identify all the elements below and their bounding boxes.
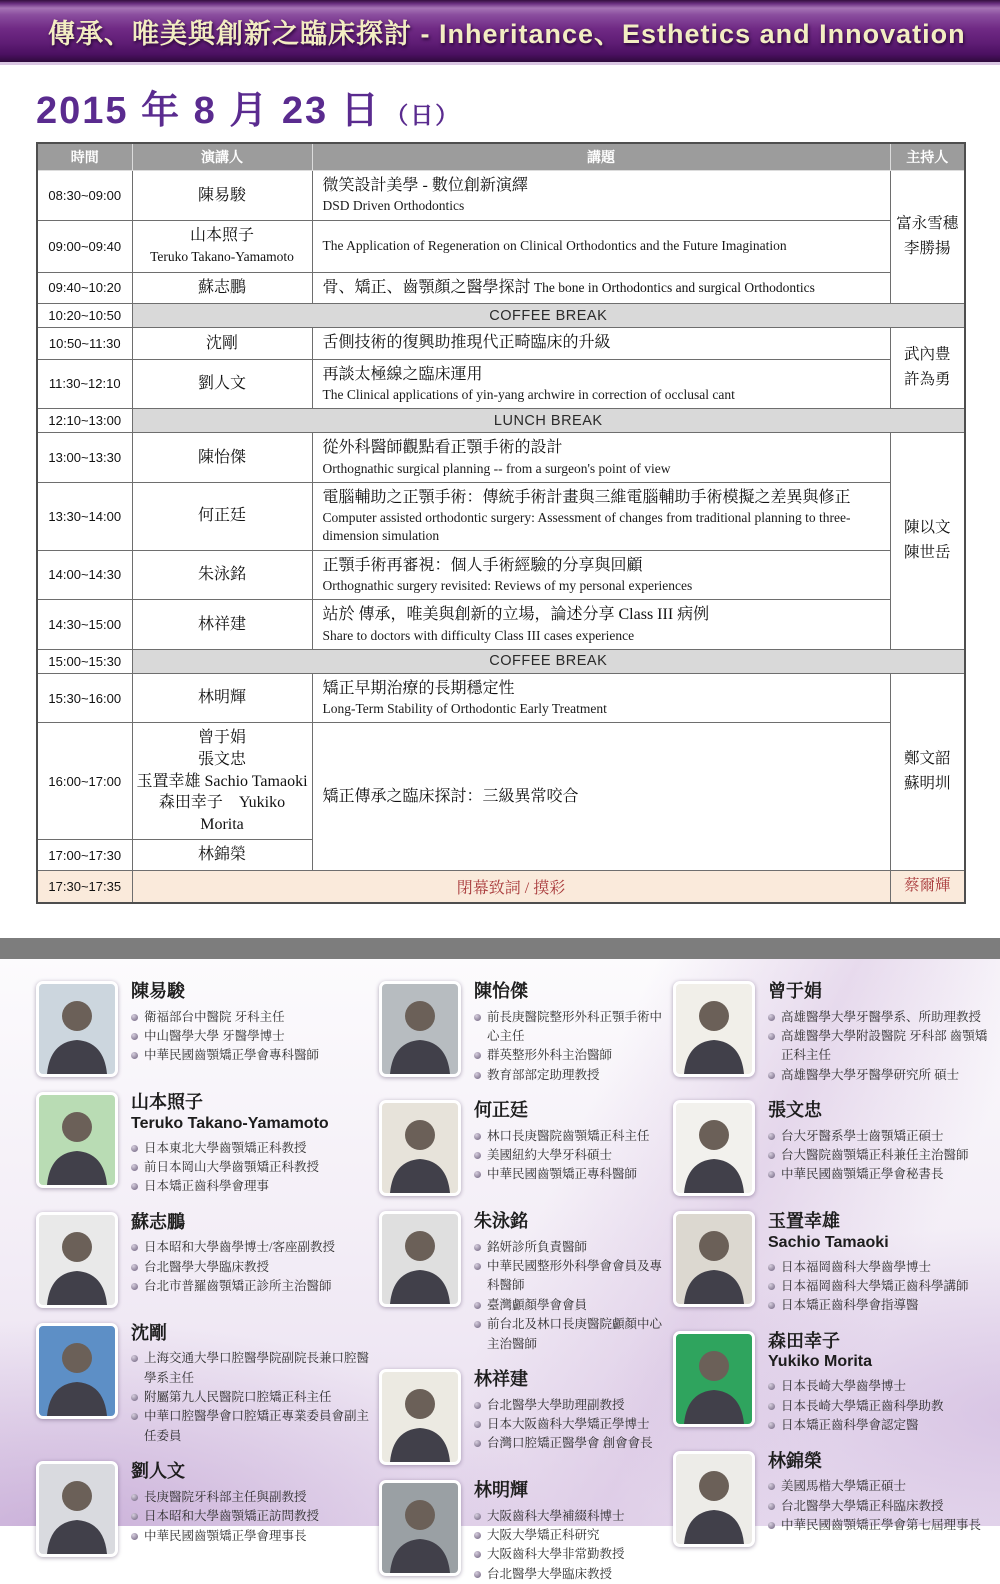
session-row (37, 272, 965, 303)
bullet-icon (474, 1321, 481, 1328)
speaker-credentials (131, 1238, 335, 1296)
topic-cell: 矯正傳承之臨床探討：三級異常咬合 (312, 723, 890, 871)
speaker-bio (379, 1100, 673, 1196)
credential-item: 中華民國齒顎矯正學會第七屆理事長 (768, 1516, 981, 1535)
col-header-speaker: 演講人 (132, 143, 312, 171)
session-row (37, 723, 965, 840)
speaker-credentials (474, 1396, 653, 1454)
speaker-credentials (768, 1008, 992, 1086)
speaker-photo (673, 1100, 755, 1196)
time-cell: 09:00~09:40 (37, 220, 132, 272)
speaker-name: 沈剛 (131, 1322, 167, 1343)
speaker-credentials (474, 1008, 665, 1086)
speaker-bio (36, 1212, 379, 1308)
time-cell: 09:40~10:20 (37, 272, 132, 303)
credential-item: 日本長崎大學矯正齒科學助教 (768, 1397, 944, 1416)
speaker-name: 山本照子 (131, 1092, 203, 1113)
bullet-icon (131, 1052, 138, 1059)
speaker-bio (379, 1211, 673, 1354)
speaker-name: 陳怡傑 (474, 981, 528, 1002)
speaker-name: 張文忠 (768, 1100, 822, 1121)
speaker-photo (36, 1092, 118, 1188)
speaker-bio (36, 1092, 379, 1197)
bullet-icon (768, 1152, 775, 1159)
speaker-name: 玉置幸雄 (768, 1211, 840, 1232)
bullet-icon (474, 1244, 481, 1251)
time-cell: 17:30~17:35 (37, 871, 132, 904)
speaker-bio (673, 1451, 1000, 1547)
speaker-name: 陳易駿 (131, 981, 185, 1002)
topic-cell: 站於 傳承，唯美與創新的立場，論述分享 Class III 病例 Share to doctors with difficulty Class III cases experience (312, 600, 890, 650)
session-row (37, 220, 965, 272)
bullet-icon (131, 1494, 138, 1501)
bullet-icon (474, 1402, 481, 1409)
speaker-cell: 山本照子 Teruko Takano-Yamamoto (132, 220, 312, 272)
credential-item: 群英整形外科主治醫師 (474, 1046, 665, 1065)
bullet-icon (474, 1302, 481, 1309)
speaker-cell: 林明輝 (132, 673, 312, 723)
speaker-name: 林祥建 (474, 1368, 528, 1389)
time-cell: 13:30~14:00 (37, 482, 132, 550)
topic-cell: 骨、矯正、齒顎顏之醫學探討 The bone in Orthodontics and surgical Orthodontics (312, 272, 890, 303)
speaker-credentials (474, 1127, 650, 1185)
speaker-photo (36, 981, 118, 1077)
bullet-icon (768, 1522, 775, 1529)
credential-item: 中華口腔醫學會口腔矯正專業委員會副主任委員 (131, 1407, 371, 1446)
date-heading (36, 79, 1000, 134)
date-main: 2015 年 8 月 23 日 (36, 90, 381, 132)
session-row (37, 359, 965, 409)
bullet-icon (474, 1171, 481, 1178)
credential-item: 前日本岡山大學齒顎矯正科教授 (131, 1158, 329, 1177)
session-row (37, 328, 965, 359)
credential-item: 台灣口腔矯正醫學會 創會會長 (474, 1434, 653, 1453)
speaker-name-en: Yukiko Morita (768, 1353, 873, 1371)
bullet-icon (768, 1171, 775, 1178)
speaker-photo (379, 1211, 461, 1307)
bullet-icon (131, 1283, 138, 1290)
speaker-photo (673, 1451, 755, 1547)
credential-item: 前台北及林口長庚醫院顱顏中心主治醫師 (474, 1315, 665, 1354)
credential-item: 衛福部台中醫院 牙科主任 (131, 1008, 319, 1027)
col-header-moderator: 主持人 (890, 143, 965, 171)
speaker-cell: 林祥建 (132, 600, 312, 650)
speaker-cell: 林錦榮 (132, 840, 312, 871)
session-row (37, 600, 965, 650)
schedule-body (37, 171, 965, 904)
credential-item: 大阪齒科大學非常勤教授 (474, 1545, 625, 1564)
bullet-icon (131, 1183, 138, 1190)
bullet-icon (131, 1264, 138, 1271)
bullet-icon (768, 1133, 775, 1140)
bullet-icon (474, 1052, 481, 1059)
speaker-cell: 蘇志鵬 (132, 272, 312, 303)
bullet-icon (768, 1302, 775, 1309)
speaker-name: 劉人文 (131, 1461, 185, 1482)
time-cell: 10:50~11:30 (37, 328, 132, 359)
credential-item: 美國馬楷大學矯正碩士 (768, 1477, 981, 1496)
speaker-credentials (768, 1258, 969, 1316)
bullet-icon (768, 1072, 775, 1079)
credential-item: 日本長崎大學齒學博士 (768, 1377, 944, 1396)
credential-item: 前長庚醫院整形外科正顎手術中心主任 (474, 1008, 665, 1047)
session-row (37, 171, 965, 221)
credential-item: 中華民國齒顎矯正學會專科醫師 (131, 1046, 319, 1065)
credential-item: 台北醫學大學助理副教授 (474, 1396, 653, 1415)
speaker-name-en: Teruko Takano-Yamamoto (131, 1114, 329, 1132)
credential-item: 日本矯正齒科學會理事 (131, 1177, 329, 1196)
speaker-name: 林明輝 (474, 1479, 528, 1500)
moderator-cell: 鄭文韶 蘇明圳 (890, 673, 965, 870)
credential-item: 日本大阪齒科大學矯正學博士 (474, 1415, 653, 1434)
bullet-icon (474, 1532, 481, 1539)
credential-item: 林口長庚醫院齒顎矯正科主任 (474, 1127, 650, 1146)
time-cell: 11:30~12:10 (37, 359, 132, 409)
session-row (37, 433, 965, 483)
speaker-name: 何正廷 (474, 1100, 528, 1121)
schedule-header-row (37, 143, 965, 171)
credential-item: 日本昭和大學齒顎矯正訪問教授 (131, 1507, 319, 1526)
bullet-icon (131, 1164, 138, 1171)
section-separator (0, 938, 1000, 959)
bullet-icon (131, 1355, 138, 1362)
bullet-icon (768, 1283, 775, 1290)
credential-item: 長庚醫院牙科部主任與副教授 (131, 1488, 319, 1507)
break-label: LUNCH BREAK (132, 409, 965, 433)
time-cell: 16:00~17:00 (37, 723, 132, 840)
bullet-icon (474, 1152, 481, 1159)
banner (0, 0, 1000, 65)
time-cell: 14:00~14:30 (37, 550, 132, 600)
schedule-table (36, 142, 966, 904)
break-row (37, 409, 965, 433)
credential-item: 大阪齒科大學補綴科博士 (474, 1507, 625, 1526)
time-cell: 12:10~13:00 (37, 409, 132, 433)
banner-title: 傳承、唯美與創新之臨床探討 - Inheritance、Esthetics and Innovation (48, 18, 966, 49)
bullet-icon (474, 1421, 481, 1428)
bullet-icon (131, 1413, 138, 1420)
credential-item: 台北醫學大學臨床教授 (131, 1258, 335, 1277)
moderator-cell: 蔡爾輝 (890, 871, 965, 904)
break-row (37, 649, 965, 673)
speaker-photo (379, 981, 461, 1077)
credential-item: 中山醫學大學 牙醫學博士 (131, 1027, 319, 1046)
topic-cell: 矯正早期治療的長期穩定性 Long-Term Stability of Orthodontic Early Treatment (312, 673, 890, 723)
speaker-credentials (131, 1349, 371, 1446)
bullet-icon (474, 1551, 481, 1558)
closing-row (37, 871, 965, 904)
credential-item: 中華民國整形外科學會會員及專科醫師 (474, 1257, 665, 1296)
credential-item: 美國紐約大學牙科碩士 (474, 1146, 650, 1165)
speaker-name: 曾于娟 (768, 981, 822, 1002)
moderator-cell: 武內豊 許為勇 (890, 328, 965, 409)
speaker-bio (36, 1323, 379, 1446)
session-row (37, 673, 965, 723)
credential-item: 台北醫學大學臨床教授 (474, 1565, 625, 1584)
speaker-credentials (131, 1139, 329, 1197)
credential-item: 高雄醫學大學牙醫學研究所 碩士 (768, 1066, 992, 1085)
session-row (37, 550, 965, 600)
speaker-credentials (474, 1507, 625, 1584)
speaker-bio-section (0, 959, 1000, 1581)
credential-item: 臺灣顱顏學會會員 (474, 1296, 665, 1315)
bullet-icon (474, 1014, 481, 1021)
bullet-icon (131, 1014, 138, 1021)
bullet-icon (474, 1133, 481, 1140)
time-cell: 14:30~15:00 (37, 600, 132, 650)
col-header-topic: 講題 (312, 143, 890, 171)
speaker-name: 朱泳銘 (474, 1211, 528, 1232)
topic-cell: 從外科醫師觀點看正顎手術的設計 Orthognathic surgical planning -- from a surgeon's point of view (312, 433, 890, 483)
time-cell: 17:00~17:30 (37, 840, 132, 871)
time-cell: 15:30~16:00 (37, 673, 132, 723)
topic-cell: 正顎手術再審視：個人手術經驗的分享與回顧 Orthognathic surgery revisited: Reviews of my personal experiences (312, 550, 890, 600)
credential-item: 銘妍診所負責醫師 (474, 1238, 665, 1257)
speaker-cell: 曾于娟 張文忠 玉置幸雄 Sachio Tamaoki 森田幸子 Yukiko Morita (132, 723, 312, 840)
bullet-icon (768, 1483, 775, 1490)
credential-item: 上海交通大學口腔醫學院副院長兼口腔醫學系主任 (131, 1349, 371, 1388)
speaker-credentials (768, 1377, 944, 1435)
moderator-cell: 陳以文 陳世岳 (890, 433, 965, 650)
bullet-icon (474, 1440, 481, 1447)
speaker-cell: 陳易駿 (132, 171, 312, 221)
bullet-icon (768, 1503, 775, 1510)
credential-item: 高雄醫學大學牙醫學系、所助理教授 (768, 1008, 992, 1027)
topic-cell: 再談太極線之臨床運用 The Clinical applications of yin-yang archwire in correction of occlusal cant (312, 359, 890, 409)
break-label: COFFEE BREAK (132, 649, 965, 673)
speaker-photo (673, 981, 755, 1077)
speaker-credentials (768, 1477, 981, 1535)
credential-item: 大阪大學矯正科研究 (474, 1526, 625, 1545)
moderator-cell: 富永雪穗 李勝揚 (890, 171, 965, 304)
bullet-icon (131, 1533, 138, 1540)
time-cell: 10:20~10:50 (37, 304, 132, 328)
speaker-cell: 沈剛 (132, 328, 312, 359)
speaker-cell: 劉人文 (132, 359, 312, 409)
bullet-icon (768, 1264, 775, 1271)
topic-cell: 電腦輔助之正顎手術：傳統手術計畫與三維電腦輔助手術模擬之差異與修正 Computer assisted orthodontic surgery: Assessment of changes from traditional planning to three-dimension simulation (312, 482, 890, 550)
speaker-name: 森田幸子 (768, 1330, 840, 1351)
time-cell: 08:30~09:00 (37, 171, 132, 221)
bullet-icon (474, 1571, 481, 1578)
bullet-icon (768, 1422, 775, 1429)
credential-item: 附屬第九人民醫院口腔矯正科主任 (131, 1388, 371, 1407)
bullet-icon (474, 1072, 481, 1079)
credential-item: 日本福岡齒科大學齒學博士 (768, 1258, 969, 1277)
bullet-icon (768, 1403, 775, 1410)
speaker-credentials (474, 1238, 665, 1354)
topic-cell: 舌側技術的復興助推現代正畸臨床的升級 (312, 328, 890, 359)
speaker-photo (379, 1100, 461, 1196)
credential-item: 台大醫院齒顎矯正科兼任主治醫師 (768, 1146, 969, 1165)
credential-item: 台大牙醫系學士齒顎矯正碩士 (768, 1127, 969, 1146)
bullet-icon (131, 1394, 138, 1401)
time-cell: 13:00~13:30 (37, 433, 132, 483)
credential-item: 高雄醫學大學附設醫院 牙科部 齒顎矯正科主任 (768, 1027, 992, 1066)
speaker-cell: 何正廷 (132, 482, 312, 550)
bio-column-2 (379, 981, 673, 1584)
speaker-cell: 朱泳銘 (132, 550, 312, 600)
bio-column-1 (36, 981, 379, 1584)
speaker-name: 林錦榮 (768, 1450, 822, 1471)
bullet-icon (768, 1033, 775, 1040)
speaker-photo (36, 1212, 118, 1308)
credential-item: 中華民國齒顎矯正學會秘書長 (768, 1165, 969, 1184)
bullet-icon (474, 1263, 481, 1270)
time-cell: 15:00~15:30 (37, 649, 132, 673)
speaker-photo (673, 1211, 755, 1307)
speaker-photo (379, 1369, 461, 1465)
speaker-bio (673, 1331, 1000, 1436)
credential-item: 台北市普羅齒顎矯正診所主治醫師 (131, 1277, 335, 1296)
bullet-icon (768, 1383, 775, 1390)
speaker-credentials (131, 1488, 319, 1546)
credential-item: 中華民國齒顎矯正專科醫師 (474, 1165, 650, 1184)
bullet-icon (474, 1513, 481, 1520)
credential-item: 日本矯正齒科學會認定醫 (768, 1416, 944, 1435)
speaker-cell: 陳怡傑 (132, 433, 312, 483)
bullet-icon (131, 1513, 138, 1520)
session-row (37, 482, 965, 550)
credential-item: 中華民國齒顎矯正學會理事長 (131, 1527, 319, 1546)
speaker-photo (379, 1480, 461, 1576)
topic-cell: The Application of Regeneration on Clinical Orthodontics and the Future Imagination (312, 220, 890, 272)
credential-item: 日本東北大學齒顎矯正科教授 (131, 1139, 329, 1158)
closing-label: 閉幕致詞 / 摸彩 (132, 871, 890, 904)
col-header-time: 時間 (37, 143, 132, 171)
speaker-photo (673, 1331, 755, 1427)
bullet-icon (131, 1145, 138, 1152)
bullet-icon (768, 1014, 775, 1021)
break-label: COFFEE BREAK (132, 304, 965, 328)
speaker-credentials (131, 1008, 319, 1066)
topic-cell: 微笑設計美學 - 數位創新演繹 DSD Driven Orthodontics (312, 171, 890, 221)
bullet-icon (131, 1033, 138, 1040)
speaker-bio (36, 981, 379, 1077)
date-suffix: （日） (385, 102, 461, 128)
credential-item: 台北醫學大學矯正科臨床教授 (768, 1497, 981, 1516)
speaker-photo (36, 1323, 118, 1419)
break-row (37, 304, 965, 328)
speaker-bio (673, 981, 1000, 1085)
speaker-bio (379, 1480, 673, 1584)
credential-item: 日本昭和大學齒學博士/客座副教授 (131, 1238, 335, 1257)
speaker-bio (673, 1211, 1000, 1316)
credential-item: 教育部部定助理教授 (474, 1066, 665, 1085)
credential-item: 日本福岡齒科大學矯正齒科學講師 (768, 1277, 969, 1296)
credential-item: 日本矯正齒科學會指導醫 (768, 1296, 969, 1315)
speaker-bio (379, 981, 673, 1085)
speaker-bio (36, 1461, 379, 1557)
speaker-bio (379, 1369, 673, 1465)
bullet-icon (131, 1244, 138, 1251)
speaker-name: 蘇志鵬 (131, 1211, 185, 1232)
speaker-credentials (768, 1127, 969, 1185)
bio-column-3 (673, 981, 1000, 1584)
speaker-name-en: Sachio Tamaoki (768, 1233, 889, 1251)
speaker-bio (673, 1100, 1000, 1196)
speaker-photo (36, 1461, 118, 1557)
